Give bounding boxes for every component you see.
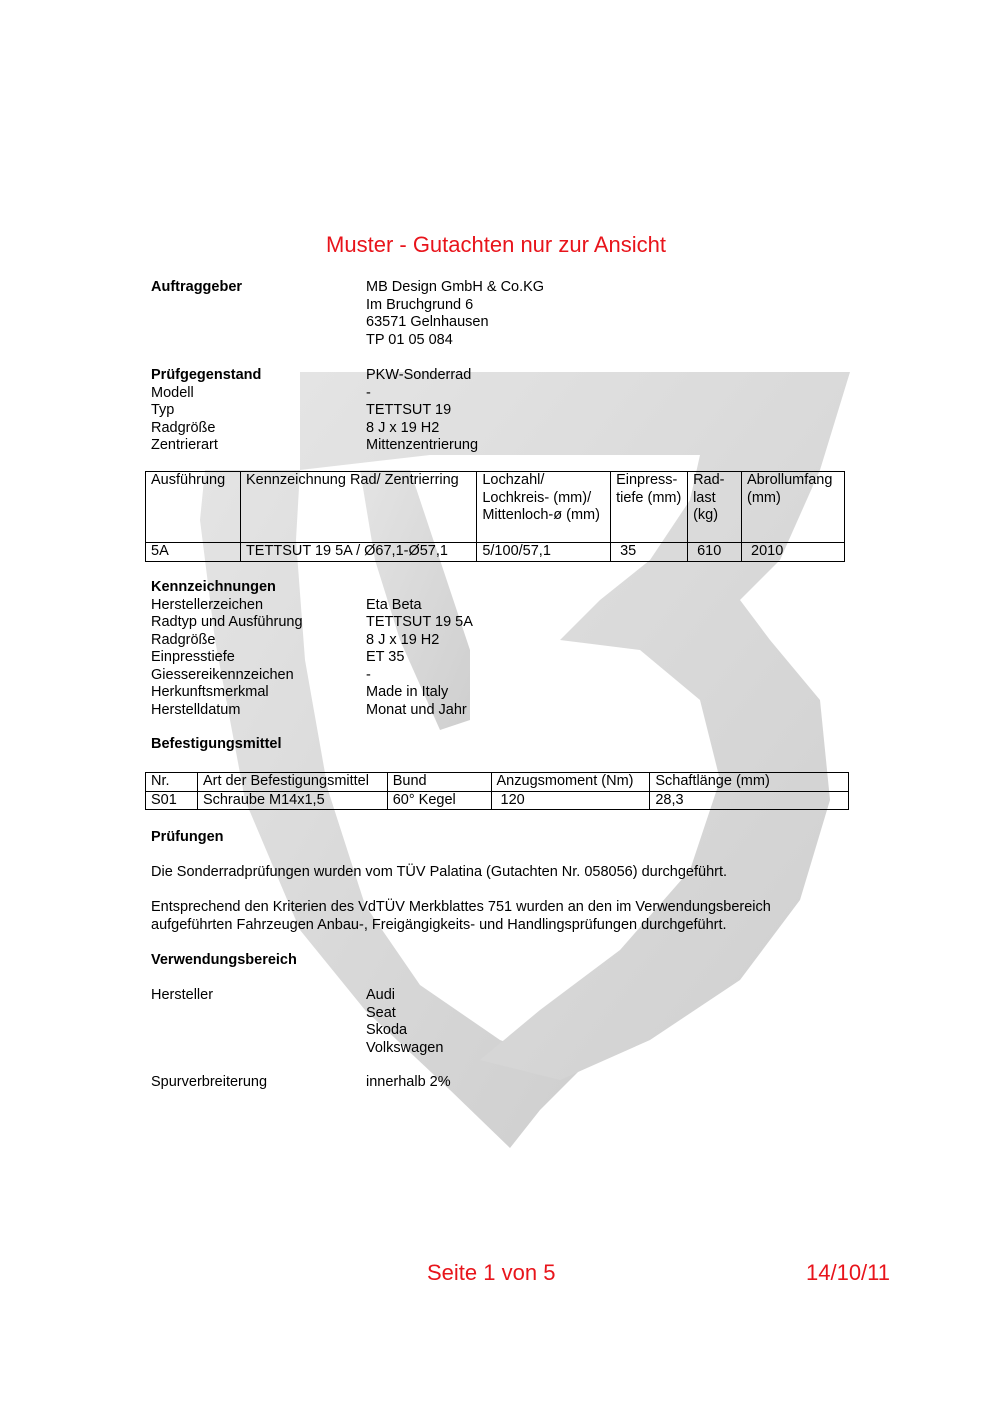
auftraggeber-line: TP 01 05 084 <box>366 331 453 348</box>
kennzeichnung-value: ET 35 <box>366 649 405 665</box>
table-cell: 610 <box>688 543 742 562</box>
kennzeichnung-value: Eta Beta <box>366 596 422 613</box>
kennzeichnung-value: 8 J x 19 H2 <box>366 631 440 648</box>
radgroesse-value: 8 J x 19 H2 <box>366 419 440 436</box>
table-header-row <box>146 472 845 543</box>
wheel-spec-table <box>145 471 845 562</box>
table-header-row <box>146 773 849 792</box>
kennzeichnung-label: Radtyp und Ausführung <box>151 614 303 630</box>
table-cell: 5/100/57,1 <box>477 543 611 562</box>
pruefungen-paragraph: Die Sonderradprüfungen wurden vom TÜV Palatina (Gutachten Nr. 058056) durchgeführt. <box>151 864 728 880</box>
pruefgegenstand-label: Prüfgegenstand <box>151 367 262 383</box>
table-cell: 60° Kegel <box>387 791 491 810</box>
table-cell: S01 <box>146 791 198 810</box>
zentrierart-label: Zentrierart <box>151 437 218 453</box>
fastener-table <box>145 772 849 810</box>
table-header-cell: Einpress- tiefe (mm) <box>611 472 688 543</box>
pruefungen-paragraph: Entsprechend den Kriterien des VdTÜV Merkblattes 751 wurden an den im Verwendungsbereich aufgeführten Fahrzeugen Anbau-, Freigängigkeits- und Handlingsprüfungen durchgeführt. <box>151 899 771 933</box>
pruefgegenstand-value: PKW-Sonderrad <box>366 367 472 383</box>
table-header-cell: Nr. <box>146 773 198 792</box>
modell-value: - <box>366 384 371 401</box>
hersteller-item: Audi <box>366 987 396 1003</box>
typ-value: TETTSUT 19 <box>366 402 452 418</box>
kennzeichnungen-heading: Kennzeichnungen <box>151 579 276 595</box>
table-cell: Schraube M14x1,5 <box>197 791 387 810</box>
table-header-cell: Abrollumfang (mm) <box>742 472 845 543</box>
table-cell: 5A <box>146 543 241 562</box>
page-number: Seite 1 von 5 <box>427 1260 556 1285</box>
table-cell: 2010 <box>742 543 845 562</box>
auftraggeber-line: Im Bruchgrund 6 <box>366 296 474 313</box>
kennzeichnung-label: Einpresstiefe <box>151 649 235 665</box>
kennzeichnung-label: Radgröße <box>151 631 216 648</box>
hersteller-item: Volkswagen <box>366 1039 444 1056</box>
table-header-cell: Ausführung <box>146 472 241 543</box>
kennzeichnung-label: Herkunftsmerkmal <box>151 684 269 700</box>
table-header-cell: Kennzeichnung Rad/ Zentrierring <box>240 472 476 543</box>
hersteller-item: Seat <box>366 1004 396 1021</box>
kennzeichnung-label: Herstelldatum <box>151 701 241 718</box>
modell-label: Modell <box>151 384 194 401</box>
hersteller-item: Skoda <box>366 1022 408 1038</box>
befestigungsmittel-heading: Befestigungsmittel <box>151 736 282 752</box>
radgroesse-label: Radgröße <box>151 419 216 436</box>
pruefungen-heading: Prüfungen <box>151 829 224 845</box>
kennzeichnung-value: TETTSUT 19 5A <box>366 614 473 630</box>
zentrierart-value: Mittenzentrierung <box>366 437 479 453</box>
auftraggeber-line: 63571 Gelnhausen <box>366 314 489 330</box>
spurverbreiterung-label: Spurverbreiterung <box>151 1074 268 1090</box>
table-cell: TETTSUT 19 5A / Ø67,1-Ø57,1 <box>240 543 476 562</box>
kennzeichnung-label: Herstellerzeichen <box>151 596 264 613</box>
auftraggeber-line: MB Design GmbH & Co.KG <box>366 279 545 295</box>
table-row <box>146 543 845 562</box>
kennzeichnung-label: Giessereikennzeichen <box>151 666 294 683</box>
table-header-cell: Rad- last (kg) <box>688 472 742 543</box>
table-cell: 120 <box>491 791 650 810</box>
table-header-cell: Bund <box>387 773 491 792</box>
verwendungsbereich-heading: Verwendungsbereich <box>151 952 297 968</box>
typ-label: Typ <box>151 402 175 418</box>
table-cell: 28,3 <box>650 791 849 810</box>
kennzeichnung-value: Monat und Jahr <box>366 701 467 718</box>
kennzeichnung-value: - <box>366 666 371 683</box>
kennzeichnung-value: Made in Italy <box>366 684 449 700</box>
spurverbreiterung-value: innerhalb 2% <box>366 1074 451 1090</box>
table-cell: 35 <box>611 543 688 562</box>
table-header-cell: Art der Befestigungsmittel <box>197 773 387 792</box>
table-header-cell: Lochzahl/ Lochkreis- (mm)/ Mittenloch-ø (mm) <box>477 472 611 543</box>
document-title: Muster - Gutachten nur zur Ansicht <box>326 232 666 257</box>
document-date: 14/10/11 <box>806 1260 891 1285</box>
table-header-cell: Schaftlänge (mm) <box>650 773 849 792</box>
table-row <box>146 791 849 810</box>
table-header-cell: Anzugsmoment (Nm) <box>491 773 650 792</box>
hersteller-label: Hersteller <box>151 987 214 1003</box>
auftraggeber-label: Auftraggeber <box>151 279 243 295</box>
